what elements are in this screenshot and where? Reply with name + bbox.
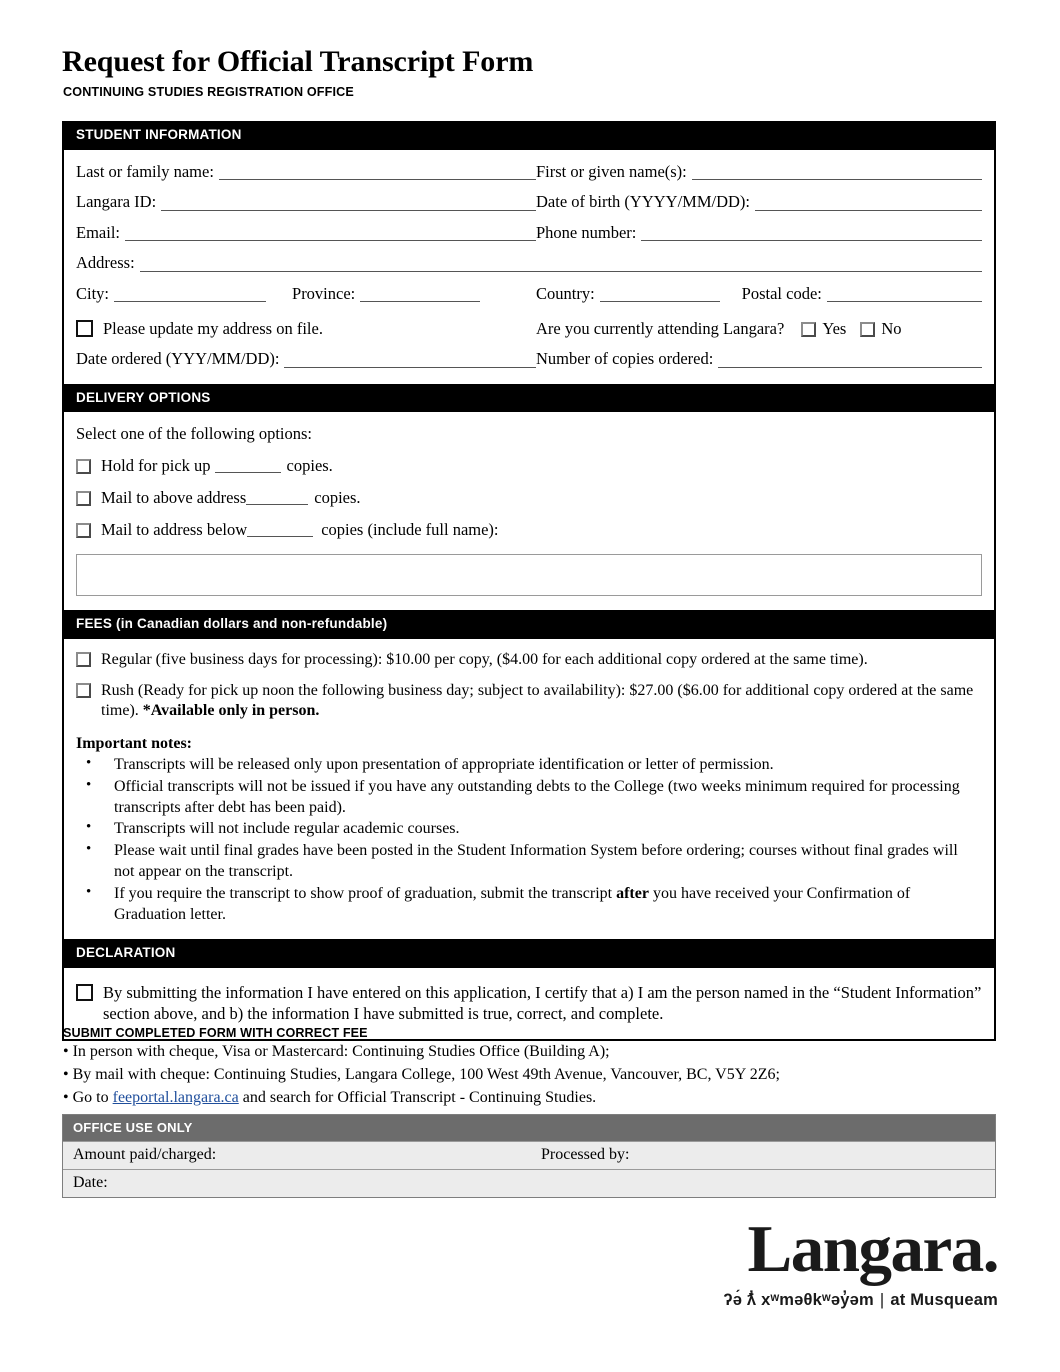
student-information-body <box>64 150 994 384</box>
note-last-bold: after <box>616 884 649 902</box>
delivery-option-mail-below[interactable] <box>76 520 982 540</box>
logo-separator: | <box>879 1290 885 1309</box>
submit-online-suffix: and search for Official Transcript - Continuing Studies. <box>238 1088 597 1106</box>
mail-above-label: Mail to above address <box>101 488 247 508</box>
field-address[interactable] <box>76 255 982 272</box>
city-label: City: <box>76 283 110 303</box>
langara-id-input[interactable] <box>161 196 536 211</box>
phone-input[interactable] <box>641 226 982 241</box>
submit-instructions <box>63 1026 1003 1108</box>
note-item: • Transcripts will be released only upon presentation of appropriate identification or letter of permission. <box>76 755 982 776</box>
office-use-header: OFFICE USE ONLY <box>63 1115 995 1141</box>
field-phone[interactable] <box>536 222 982 242</box>
musqueam-tagline: at Musqueam <box>890 1290 998 1309</box>
country-input[interactable] <box>600 287 720 302</box>
submit-online-prefix: • Go to <box>63 1088 113 1106</box>
mail-below-copies-input[interactable] <box>247 523 313 537</box>
section-header-fees: FEES (in Canadian dollars and non-refundable) <box>64 610 994 639</box>
office-date-value <box>541 1174 985 1192</box>
fees-body <box>64 650 994 940</box>
city-province-group <box>76 283 536 303</box>
attending-no-label: No <box>881 318 902 338</box>
note-item: • Please wait until final grades have been posted in the Student Information System before ordering; courses without final grades will not appear on the transcript. <box>76 841 982 883</box>
last-name-input[interactable] <box>219 165 536 180</box>
langara-wordmark: Langara. <box>747 1212 998 1286</box>
office-use-only-table <box>62 1114 996 1198</box>
row-email-phone <box>76 211 982 242</box>
mail-address-textarea[interactable] <box>76 554 982 596</box>
mail-above-checkbox[interactable] <box>76 491 91 506</box>
important-notes-title: Important notes: <box>76 734 192 752</box>
section-header-declaration: DECLARATION <box>64 939 994 968</box>
attending-no-checkbox[interactable] <box>860 322 875 337</box>
feeportal-link[interactable]: feeportal.langara.ca <box>112 1088 239 1106</box>
date-ordered-input[interactable] <box>284 353 536 368</box>
field-first-name[interactable] <box>536 161 982 181</box>
fee-rush-main: Rush (Ready for pick up noon the following business day; subject to availability): $27.00 ($6.00 for additional copy ordered at the same time). <box>101 682 974 720</box>
attending-yes-checkbox[interactable] <box>801 322 816 337</box>
mail-below-label: Mail to address below <box>101 520 248 540</box>
attending-langara-group <box>536 318 982 338</box>
attending-yes-label: Yes <box>822 318 847 338</box>
first-name-input[interactable] <box>692 165 982 180</box>
form-frame <box>62 121 996 1041</box>
note-item: • Transcripts will not include regular academic courses. <box>76 819 982 840</box>
country-label: Country: <box>536 283 595 303</box>
province-input[interactable] <box>360 287 480 302</box>
email-input[interactable] <box>125 226 536 241</box>
section-header-delivery-options: DELIVERY OPTIONS <box>64 384 994 413</box>
office-date-label: Date: <box>73 1174 108 1191</box>
email-label: Email: <box>76 222 120 242</box>
note-item: • Official transcripts will not be issued if you have any outstanding debts to the College (two weeks minimum required for processing transcripts after debt has been paid). <box>76 777 982 819</box>
province-label: Province: <box>292 283 356 303</box>
table-row <box>63 1141 995 1169</box>
row-city-province-country-postal <box>76 272 982 303</box>
table-row <box>63 1169 995 1197</box>
row-date-ordered-copies <box>76 337 982 384</box>
section-header-student-information: STUDENT INFORMATION <box>64 121 994 150</box>
note-last-part2: you have received your Confirmation of Graduation letter. <box>114 884 911 923</box>
hold-pickup-copies-input[interactable] <box>215 459 281 473</box>
update-address-label: Please update my address on file. <box>103 318 323 338</box>
last-name-label: Last or family name: <box>76 161 214 181</box>
date-of-birth-label: Date of birth (YYYY/MM/DD): <box>536 192 751 212</box>
fee-option-regular[interactable] <box>76 650 982 670</box>
postal-code-label: Postal code: <box>741 283 822 303</box>
address-label: Address: <box>76 253 135 273</box>
row-address <box>76 241 982 272</box>
note-item <box>76 884 982 926</box>
langara-logo <box>723 1212 998 1310</box>
field-copies-ordered[interactable] <box>536 351 982 368</box>
submit-heading: SUBMIT COMPLETED FORM WITH CORRECT FEE <box>63 1026 368 1040</box>
amount-paid-label: Amount paid/charged: <box>73 1146 217 1163</box>
hold-pickup-label: Hold for pick up <box>101 456 211 476</box>
page-subtitle: CONTINUING STUDIES REGISTRATION OFFICE <box>63 85 354 99</box>
copies-ordered-input[interactable] <box>718 353 982 368</box>
address-input[interactable] <box>140 257 982 272</box>
delivery-option-hold-pickup[interactable] <box>76 456 982 476</box>
first-name-label: First or given name(s): <box>536 161 687 181</box>
field-langara-id[interactable] <box>76 194 536 211</box>
fee-rush-checkbox[interactable] <box>76 683 91 698</box>
mail-above-copies-input[interactable] <box>246 491 308 505</box>
copies-ordered-label: Number of copies ordered: <box>536 349 714 369</box>
date-ordered-label: Date ordered (YYY/MM/DD): <box>76 349 280 369</box>
row-id-dob <box>76 180 982 211</box>
mail-below-checkbox[interactable] <box>76 523 91 538</box>
submit-line-online <box>63 1088 1003 1109</box>
country-postal-group <box>536 283 982 303</box>
note-last-part1: If you require the transcript to show proof of graduation, submit the transcript <box>114 884 617 902</box>
declaration-checkbox[interactable] <box>76 984 93 1001</box>
row-update-address-attending <box>76 302 982 337</box>
field-date-of-birth[interactable] <box>536 194 982 211</box>
important-notes-list <box>76 755 982 925</box>
city-input[interactable] <box>114 287 266 302</box>
hold-pickup-suffix: copies. <box>286 456 333 476</box>
phone-label: Phone number: <box>536 222 637 242</box>
langara-id-label: Langara ID: <box>76 192 157 212</box>
postal-code-input[interactable] <box>827 287 982 302</box>
fee-rush-bold-note: *Available only in person. <box>142 702 320 720</box>
mail-below-suffix: copies (include full name): <box>321 520 499 540</box>
date-of-birth-input[interactable] <box>755 196 982 211</box>
field-email[interactable] <box>76 222 536 242</box>
musqueam-name: ʔə́ ƛ̓ xʷməθkʷəy̓əm <box>723 1290 874 1309</box>
fee-rush-text <box>91 681 982 722</box>
fee-regular-checkbox[interactable] <box>76 652 91 667</box>
row-names <box>76 150 982 181</box>
fee-regular-text: Regular (five business days for processing): $10.00 per copy, ($4.00 for each additional copy ordered at the same time). <box>101 650 868 668</box>
delivery-options-body <box>64 412 994 596</box>
update-address-checkbox[interactable] <box>76 320 93 337</box>
submit-line-by-mail: • By mail with cheque: Continuing Studies, Langara College, 100 West 49th Avenue, Vancouver, BC, V5Y 2Z6; <box>63 1065 780 1083</box>
update-address-group[interactable] <box>76 320 536 337</box>
delivery-option-mail-above[interactable] <box>76 488 982 508</box>
processed-by-label: Processed by: <box>541 1146 630 1163</box>
musqueam-attribution <box>723 1291 998 1310</box>
field-last-name[interactable] <box>76 161 536 181</box>
attending-langara-question: Are you currently attending Langara? <box>536 318 785 338</box>
mail-above-suffix: copies. <box>314 488 361 508</box>
page-title: Request for Official Transcript Form <box>62 45 534 78</box>
submit-line-in-person: • In person with cheque, Visa or Mastercard: Continuing Studies Office (Building A); <box>63 1043 610 1060</box>
declaration-text: By submitting the information I have entered on this application, I certify that a) I am the person named in the “Student Information” section above, and b) the information I have submitted is true, correct, and complete. <box>103 982 982 1024</box>
delivery-intro-text: Select one of the following options: <box>76 424 313 444</box>
field-date-ordered[interactable] <box>76 351 536 368</box>
fee-option-rush[interactable] <box>76 681 982 722</box>
hold-pickup-checkbox[interactable] <box>76 459 91 474</box>
